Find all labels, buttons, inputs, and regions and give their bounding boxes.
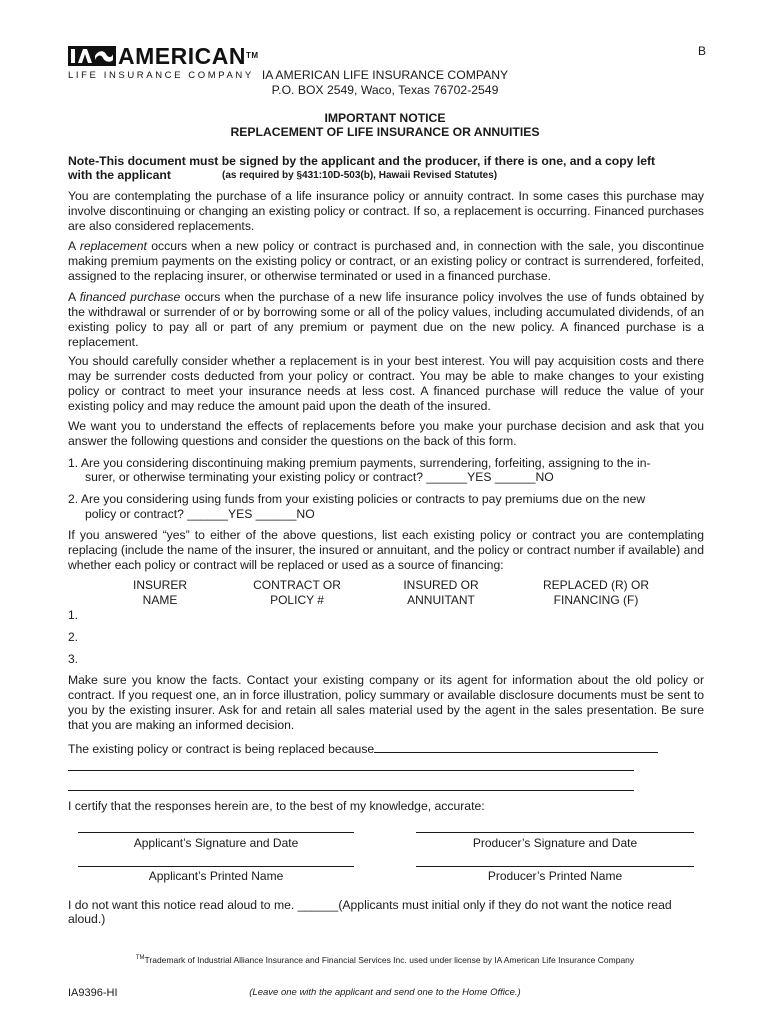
logo-subline: LIFE INSURANCE COMPANY (68, 70, 254, 81)
paragraph-contemplating: You are contemplating the purchase of a life insurance policy or annuity contract. In some cases this purchase may involve discontinuing or changing an existing policy or contract. If so, a replacement is occurring. Financed purchases are also considered replacements. (68, 189, 704, 233)
applicant-signature-line[interactable] (78, 832, 354, 833)
producer-signature-line[interactable] (416, 832, 694, 833)
reason-field[interactable] (68, 741, 658, 757)
trademark-footnote: ™Trademark of Industrial Alliance Insurance and Financial Services Inc. used under license by IA American Life Insurance Company (135, 955, 635, 965)
applicant-printed-name-label: Applicant’s Printed Name (148, 869, 284, 883)
company-address: P.O. BOX 2549, Waco, Texas 76702-2549 (271, 83, 499, 97)
company-name: IA AMERICAN LIFE INSURANCE COMPANY (261, 68, 509, 82)
reason-continuation-line-1[interactable] (68, 770, 634, 771)
reason-blank[interactable] (374, 741, 658, 753)
note-line-2: with the applicant (68, 168, 171, 182)
table-row-number: 1. (68, 608, 79, 622)
paragraph-financed-purchase-definition: A financed purchase occurs when the purchase of a new life insurance policy involves the use of funds obtained by the withdrawal or surrender of or by borrowing some or all of the policy values, including accumulated dividends, of an existing policy to pay all or part of any premium or payment due on the new policy. A financed purchase is a replacement. (68, 290, 704, 349)
ia-logo-icon (68, 46, 116, 66)
question-2-line-2: policy or contract? ______YES ______NO (85, 507, 315, 521)
table-row-number: 2. (68, 630, 79, 644)
distribution-instruction: (Leave one with the applicant and send one to the Home Office.) (249, 987, 521, 998)
reason-continuation-line-2[interactable] (68, 790, 634, 791)
notice-title: IMPORTANT NOTICE (324, 111, 446, 125)
paragraph-replacement-definition: A replacement occurs when a new policy or contract is purchased and, in connection with the sale, you discontinue making premium payments on the existing policy or contract, or an existing policy or contract is surrendered, forfeited, assigned to the replacing insurer, or otherwise terminated or used in a financed purchase. (68, 239, 704, 283)
form-letter: B (697, 44, 706, 58)
certification-statement: I certify that the responses herein are, to the best of my knowledge, accurate: (68, 799, 485, 813)
paragraph-if-yes: If you answered “yes” to either of the above questions, list each existing policy or contract you are contemplating replacing (include the name of the insurer, the insured or annuitant, and the policy or contract number if available) and whether each policy or contract will be replaced or used as a source of financing: (68, 528, 704, 572)
term-replacement: replacement (79, 239, 147, 253)
column-replaced-financing: REPLACED (R) OR FINANCING (F) (542, 578, 649, 607)
form-number: IA9396-HI (68, 987, 118, 999)
logo-wordmark: AMERICAN™ (118, 43, 259, 69)
term-financed-purchase: financed purchase (79, 290, 181, 304)
notice-subtitle: REPLACEMENT OF LIFE INSURANCE OR ANNUITIES (230, 125, 540, 139)
applicant-signature-label: Applicant’s Signature and Date (133, 836, 299, 850)
column-contract-policy: CONTRACT OR POLICY # (253, 578, 341, 607)
producer-signature-label: Producer’s Signature and Date (472, 836, 638, 850)
question-1-line-2: surer, or otherwise terminating your existing policy or contract? ______YES ______NO (85, 470, 554, 484)
statute-reference: (as required by §431:10D-503(b), Hawaii Revised Statutes) (222, 170, 498, 181)
reason-label: The existing policy or contract is being replaced because (68, 742, 375, 756)
read-aloud-optout-line-1: I do not want this notice read aloud to me. ______(Applicants must initial only if they do not want the notice read (68, 898, 672, 912)
paragraph-know-the-facts: Make sure you know the facts. Contact your existing company or its agent for information about the old policy or contract. If you request one, an in force illustration, policy summary or available disclosure documents must be sent to you by the existing insurer. Ask for and retain all sales material used by the agent in the sales presentation. Be sure that you are making an informed decision. (68, 673, 704, 732)
paragraph-understand: We want you to understand the effects of replacements before you make your purchase decision and ask that you answer the following questions and consider the questions on the back of this form. (68, 419, 704, 448)
question-2-line-1: 2. Are you considering using funds from your existing policies or contracts to pay premiums due on the new (68, 492, 646, 506)
table-row-number: 3. (68, 652, 79, 666)
column-insurer-name: INSURER NAME (132, 578, 187, 607)
paragraph-consider: You should carefully consider whether a replacement is in your best interest. You will pay acquisition costs and there may be surrender costs deducted from your policy or contract. You may be able to make changes to your existing policy or contract to meet your insurance needs at less cost. A financed purchase will reduce the value of your existing policy and may reduce the amount paid upon the death of the insured. (68, 354, 704, 413)
note-line-1: Note-This document must be signed by the applicant and the producer, if there is one, and a copy left (68, 154, 656, 168)
question-1-line-1: 1. Are you considering discontinuing making premium payments, surrendering, forfeiting, assigning to the in- (68, 456, 651, 470)
column-insured-annuitant: INSURED OR ANNUITANT (403, 578, 479, 607)
applicant-printed-name-line[interactable] (78, 866, 354, 867)
producer-printed-name-label: Producer’s Printed Name (487, 869, 623, 883)
producer-printed-name-line[interactable] (416, 866, 694, 867)
read-aloud-optout-line-2: aloud.) (68, 912, 106, 926)
